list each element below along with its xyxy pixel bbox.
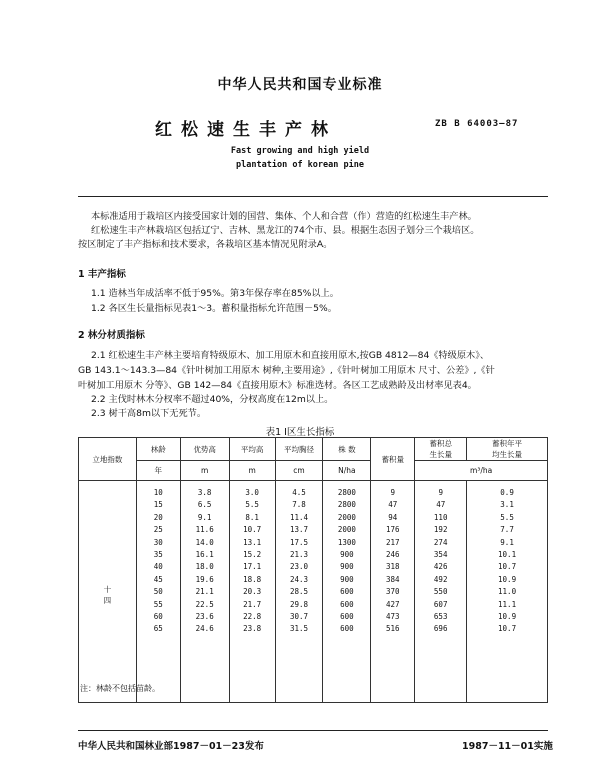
cell-dbh: 30.7 bbox=[289, 612, 309, 622]
cell-stems: 2800 bbox=[337, 488, 356, 497]
cell-dominant: 21.1 bbox=[195, 587, 214, 597]
cell-volume: 176 bbox=[386, 525, 400, 535]
section-2-item-2: 2.2 主伐时林木分杈率不超过40%，分杈高度在12m以上。 bbox=[91, 394, 334, 405]
cell-volume: 473 bbox=[386, 612, 400, 622]
issuing-organization: 中华人民共和国专业标准 bbox=[217, 77, 383, 93]
cell-dbh: 28.5 bbox=[289, 587, 309, 597]
cell-stems: 600 bbox=[340, 624, 354, 634]
cell-total: 192 bbox=[433, 525, 448, 535]
cell-mean_h: 3.0 bbox=[245, 488, 259, 497]
cell-total: 653 bbox=[433, 612, 448, 622]
cell-dominant: 14.0 bbox=[195, 537, 214, 547]
column-mean-height bbox=[229, 481, 275, 703]
cell-age: 15 bbox=[153, 500, 163, 510]
cell-total: 426 bbox=[433, 562, 448, 572]
header-age-unit: 年 bbox=[136, 461, 180, 481]
column-stems bbox=[323, 481, 371, 703]
cell-dominant: 18.0 bbox=[195, 562, 214, 572]
cell-mean_h: 15.2 bbox=[243, 550, 262, 560]
section-2-item-1-line2: GB 143.1～143.3—84《针叶树加工用原木 树种,主要用途》,《针叶树加工用原木 尺寸、公差》,《针 bbox=[78, 365, 495, 376]
cell-volume: 384 bbox=[386, 574, 400, 584]
cell-annual: 3.1 bbox=[500, 500, 514, 510]
cell-volume: 427 bbox=[386, 599, 400, 609]
cell-mean_h: 18.8 bbox=[243, 574, 262, 584]
footer-divider bbox=[78, 730, 548, 731]
intro-paragraph-2-line1: 红松速生丰产林栽培区包括辽宁、吉林、黑龙江的74个市、县。根据生态因子划分三个栽培区。 bbox=[91, 225, 480, 236]
table-note: 注：林龄不包括苗龄。 bbox=[80, 684, 160, 693]
header-total-volume-line1: 蓄积总 bbox=[429, 439, 452, 448]
cell-annual: 10.7 bbox=[498, 624, 517, 634]
cell-annual: 9.1 bbox=[500, 537, 514, 547]
cell-volume: 47 bbox=[388, 500, 398, 510]
header-mean-dbh: 平均胸径 bbox=[275, 438, 323, 461]
cell-age: 65 bbox=[153, 624, 163, 634]
cell-total: 354 bbox=[433, 550, 448, 560]
table-caption: 表1 Ⅰ区生长指标 bbox=[265, 427, 335, 438]
cell-total: 696 bbox=[433, 624, 448, 634]
cell-volume: 94 bbox=[388, 512, 398, 522]
cell-annual: 10.9 bbox=[498, 574, 517, 584]
cell-dbh: 31.5 bbox=[289, 624, 309, 634]
cell-mean_h: 22.8 bbox=[243, 612, 262, 622]
cell-stems: 2000 bbox=[337, 512, 356, 522]
cell-total: 274 bbox=[433, 537, 448, 547]
header-mean-height-unit: m bbox=[229, 461, 275, 481]
cell-age: 25 bbox=[153, 525, 163, 535]
effective-date: 1987－11－01实施 bbox=[462, 741, 553, 752]
section-2-item-1-line1: 2.1 红松速生丰产林主要培育特级原木、加工用原木和直接用原木,按GB 4812—84《特级原木》、 bbox=[91, 350, 490, 361]
cell-volume: 318 bbox=[386, 562, 400, 572]
header-mean-height: 平均高 bbox=[229, 438, 275, 461]
cell-annual: 7.7 bbox=[500, 525, 514, 535]
cell-age: 45 bbox=[153, 574, 163, 584]
cell-mean_h: 20.3 bbox=[243, 587, 262, 597]
header-total-volume-line2: 生长量 bbox=[429, 450, 452, 459]
site-index-value-text: 十四 bbox=[103, 584, 112, 605]
header-volume-unit: m³/ha bbox=[415, 461, 548, 481]
header-dominant-height-unit: m bbox=[180, 461, 229, 481]
cell-mean_h: 5.5 bbox=[245, 500, 259, 510]
intro-paragraph-2-line2: 按区制定了丰产指标和技术要求，各栽培区基本情况见附录A。 bbox=[78, 239, 333, 250]
section-1-item-2: 1.2 各区生长量指标见表1～3。蓄积量指标允许范围－5%。 bbox=[91, 303, 337, 314]
cell-mean_h: 10.7 bbox=[243, 525, 262, 535]
cell-age: 50 bbox=[153, 587, 163, 597]
cell-dominant: 24.6 bbox=[195, 624, 214, 634]
cell-annual: 0.9 bbox=[500, 488, 514, 497]
standard-number: ZB B 64003—87 bbox=[435, 119, 519, 129]
cell-total: 9 bbox=[438, 488, 443, 497]
document-title: 红松速生丰产林 bbox=[155, 120, 337, 140]
cell-dominant: 16.1 bbox=[195, 550, 214, 560]
cell-total: 607 bbox=[433, 599, 448, 609]
cell-total: 110 bbox=[433, 512, 448, 522]
cell-volume: 9 bbox=[390, 488, 396, 497]
cell-total: 492 bbox=[433, 574, 448, 584]
cell-annual: 11.1 bbox=[498, 599, 517, 609]
cell-mean_h: 17.1 bbox=[243, 562, 262, 572]
cell-age: 30 bbox=[153, 537, 163, 547]
header-mean-annual bbox=[467, 438, 548, 461]
cell-volume: 516 bbox=[386, 624, 400, 634]
cell-annual: 10.1 bbox=[498, 550, 517, 560]
english-title-line2: plantation of korean pine bbox=[236, 160, 364, 170]
column-mean-annual bbox=[467, 481, 548, 703]
cell-dbh: 17.5 bbox=[289, 537, 309, 547]
cell-dbh: 24.3 bbox=[289, 574, 309, 584]
cell-stems: 600 bbox=[340, 587, 354, 597]
cell-age: 60 bbox=[153, 612, 163, 622]
cell-dbh: 29.8 bbox=[289, 599, 309, 609]
english-title-line1: Fast growing and high yield bbox=[230, 146, 370, 156]
header-stems: 株 数 bbox=[323, 438, 371, 461]
cell-dominant: 11.6 bbox=[195, 525, 214, 535]
cell-dominant: 19.6 bbox=[195, 574, 214, 584]
cell-dominant: 9.1 bbox=[197, 512, 212, 522]
cell-stems: 600 bbox=[340, 612, 354, 622]
cell-mean_h: 23.8 bbox=[243, 624, 262, 634]
cell-mean_h: 8.1 bbox=[245, 512, 259, 522]
cell-dominant: 6.5 bbox=[197, 500, 212, 510]
cell-dbh: 23.0 bbox=[289, 562, 309, 572]
column-mean-dbh bbox=[275, 481, 323, 703]
cell-dbh: 4.5 bbox=[292, 488, 306, 497]
cell-volume: 246 bbox=[386, 550, 400, 560]
cell-volume: 217 bbox=[386, 537, 400, 547]
header-age: 林龄 bbox=[136, 438, 180, 461]
section-2-item-3: 2.3 树干高8m以下无死节。 bbox=[91, 408, 207, 419]
section-2-heading: 2 林分材质指标 bbox=[78, 330, 145, 341]
cell-total: 550 bbox=[433, 587, 448, 597]
cell-total: 47 bbox=[436, 500, 446, 510]
cell-annual: 5.5 bbox=[500, 512, 514, 522]
section-1-heading: 1 丰产指标 bbox=[78, 269, 126, 280]
column-volume bbox=[371, 481, 415, 703]
growth-index-table bbox=[78, 437, 548, 703]
header-divider bbox=[78, 196, 548, 197]
cell-age: 40 bbox=[153, 562, 163, 572]
cell-annual: 10.7 bbox=[498, 562, 517, 572]
header-total-volume bbox=[415, 438, 467, 461]
issue-date: 中华人民共和国林业部1987－01－23发布 bbox=[78, 741, 264, 752]
column-age bbox=[136, 481, 180, 703]
cell-dbh: 11.4 bbox=[289, 512, 309, 522]
cell-volume: 370 bbox=[386, 587, 400, 597]
site-index-value bbox=[79, 481, 137, 703]
cell-dbh: 7.8 bbox=[292, 500, 306, 510]
cell-stems: 600 bbox=[340, 599, 354, 609]
cell-mean_h: 21.7 bbox=[243, 599, 262, 609]
cell-age: 20 bbox=[153, 512, 163, 522]
cell-stems: 2000 bbox=[337, 525, 356, 535]
cell-annual: 11.0 bbox=[498, 587, 517, 597]
cell-stems: 2800 bbox=[337, 500, 356, 510]
cell-stems: 900 bbox=[340, 562, 354, 572]
section-2-item-1-line3: 叶树加工用原木 分等》、GB 142—84《直接用原木》标准选材。各区工艺成熟龄及出材率见表4。 bbox=[78, 380, 477, 391]
cell-stems: 900 bbox=[340, 550, 354, 560]
cell-dominant: 22.5 bbox=[195, 599, 214, 609]
header-dominant-height: 优势高 bbox=[180, 438, 229, 461]
header-stems-unit: N/ha bbox=[323, 461, 371, 481]
cell-annual: 10.9 bbox=[498, 612, 517, 622]
cell-dominant: 23.6 bbox=[195, 612, 214, 622]
cell-dominant: 3.8 bbox=[197, 488, 212, 497]
cell-dbh: 21.3 bbox=[289, 550, 309, 560]
header-mean-dbh-unit: cm bbox=[275, 461, 323, 481]
column-dominant-height bbox=[180, 481, 229, 703]
cell-mean_h: 13.1 bbox=[243, 537, 262, 547]
section-1-item-1: 1.1 造林当年成活率不低于95%。第3年保存率在85%以上。 bbox=[91, 288, 339, 299]
cell-dbh: 13.7 bbox=[289, 525, 309, 535]
header-mean-annual-line1: 蓄积年平 bbox=[492, 439, 523, 448]
cell-age: 10 bbox=[153, 488, 163, 497]
cell-stems: 1300 bbox=[337, 537, 356, 547]
cell-stems: 900 bbox=[340, 574, 354, 584]
cell-age: 55 bbox=[153, 599, 163, 609]
header-volume: 蓄积量 bbox=[371, 438, 415, 481]
cell-age: 35 bbox=[153, 550, 163, 560]
column-total-volume bbox=[415, 481, 467, 703]
header-mean-annual-line2: 均生长量 bbox=[492, 450, 523, 459]
header-site-index: 立地指数 bbox=[79, 438, 137, 481]
intro-paragraph-1: 本标准适用于栽培区内接受国家计划的国营、集体、个人和合营（作）营造的红松速生丰产林。 bbox=[91, 211, 477, 222]
